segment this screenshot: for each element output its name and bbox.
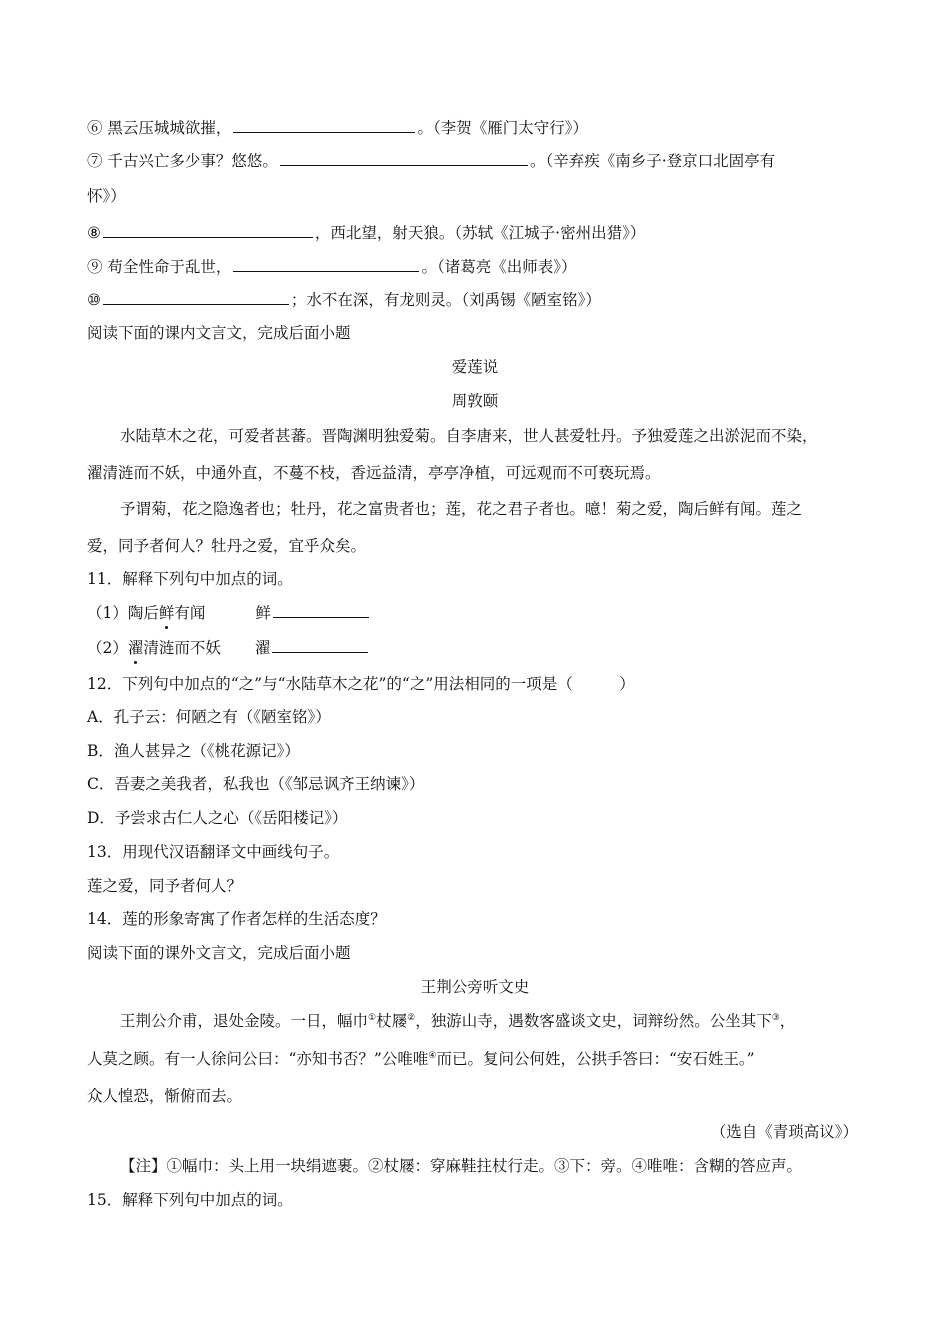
question-13-sentence: 莲之爱，同予者何人？	[87, 877, 243, 895]
question-6: ⑥ 黑云压城城欲摧， 。（李贺《雁门太守行》）	[87, 116, 890, 139]
question-11-item-1: （1）陶后鲜有闻 鲜	[87, 601, 890, 624]
question-9: ⑨ 苟全性命于乱世， 。（诸葛亮《出师表》）	[87, 255, 890, 278]
question-12-option-c[interactable]: C．吾妻之美我者，私我也（《邹忌讽齐王纳谏》）	[87, 775, 425, 793]
passage-2-line-3: 众人惶恐，惭俯而去。	[87, 1087, 243, 1105]
question-8: ⑧ ，西北望，射天狼。（苏轼《江城子·密州出猎》）	[87, 221, 890, 244]
passage-2-notes: 【注】①幅巾：头上用一块绢遮裹。②杖屦：穿麻鞋拄杖行走。③下：旁。④唯唯：含糊的答应声。	[120, 1157, 803, 1175]
answer-blank[interactable]	[272, 636, 368, 653]
passage-1-paragraph-2: 予谓菊，花之隐逸者也；牡丹，花之富贵者也；莲，花之君子者也。噫！菊之爱，陶后鲜有闻。莲之	[120, 500, 803, 518]
passage-2-source: （选自《青琐高议》）	[710, 1123, 858, 1141]
answer-blank[interactable]	[233, 116, 415, 133]
answer-blank[interactable]	[103, 221, 313, 238]
question-12-option-a[interactable]: A．孔子云：何陋之有（《陋室铭》）	[87, 708, 331, 726]
answer-blank[interactable]	[103, 288, 289, 305]
passage-1-paragraph-1-cont: 濯清涟而不妖，中通外直，不蔓不枝，香远益清，亭亭净植，可远观而不可亵玩焉。	[87, 464, 661, 482]
question-7: ⑦ 千古兴亡多少事？悠悠。 。（辛弃疾《南乡子·登京口北固亭有	[87, 149, 890, 172]
footnote-marker: ②	[407, 1012, 416, 1023]
passage-1-title: 爱莲说	[451, 358, 499, 376]
answer-blank[interactable]	[233, 255, 419, 272]
section-1-intro: 阅读下面的课内文言文，完成后面小题	[87, 324, 351, 342]
question-12-stem: 12．下列句中加点的“之”与“水陆草木之花”的“之”用法相同的一项是（ ）	[87, 675, 635, 693]
question-14-stem: 14．莲的形象寄寓了作者怎样的生活态度？	[87, 910, 386, 928]
passage-2-line-2: 人莫之顾。有一人徐问公曰：“亦知书否？”公唯唯④而已。复问公何姓，公拱手答曰：“安石姓王。”	[87, 1050, 755, 1068]
question-12-option-b[interactable]: B．渔人甚异之（《桃花源记》）	[87, 742, 300, 760]
footnote-marker: ④	[428, 1050, 437, 1061]
question-11-stem: 11．解释下列句中加点的词。	[87, 570, 293, 588]
passage-1-author: 周敦颐	[451, 392, 499, 410]
footnote-marker: ①	[368, 1012, 377, 1023]
footnote-marker: ③	[771, 1012, 780, 1023]
answer-blank[interactable]	[280, 149, 528, 166]
section-2-intro: 阅读下面的课外文言文，完成后面小题	[87, 944, 351, 962]
question-11-item-2: （2）濯清涟而不妖 濯	[87, 636, 890, 659]
question-12-option-d[interactable]: D．予尝求古仁人之心（《岳阳楼记》）	[87, 809, 348, 827]
question-7-continued: 怀》）	[87, 187, 126, 205]
passage-1-paragraph-2-cont: 爱，同予者何人？牡丹之爱，宜乎众矣。	[87, 537, 367, 555]
question-10: ⑩ ；水不在深，有龙则灵。（刘禹锡《陋室铭》）	[87, 288, 890, 311]
answer-blank[interactable]	[273, 601, 369, 618]
question-13-stem: 13．用现代汉语翻译文中画线句子。	[87, 843, 340, 861]
dotted-word: 鲜	[158, 604, 175, 622]
question-15-stem: 15．解释下列句中加点的词。	[87, 1191, 293, 1209]
passage-2-title: 王荆公旁听文史	[420, 978, 530, 996]
passage-1-paragraph-1: 水陆草木之花，可爱者甚蕃。晋陶渊明独爱菊。自李唐来，世人甚爱牡丹。予独爱莲之出淤泥而不染，	[120, 427, 818, 445]
passage-2-line-1: 王荆公介甫，退处金陵。一日，幅巾①杖屦②，独游山寺，遇数客盛谈文史，词辩纷然。公坐其下③，	[120, 1012, 796, 1030]
dotted-word: 濯	[127, 639, 144, 657]
